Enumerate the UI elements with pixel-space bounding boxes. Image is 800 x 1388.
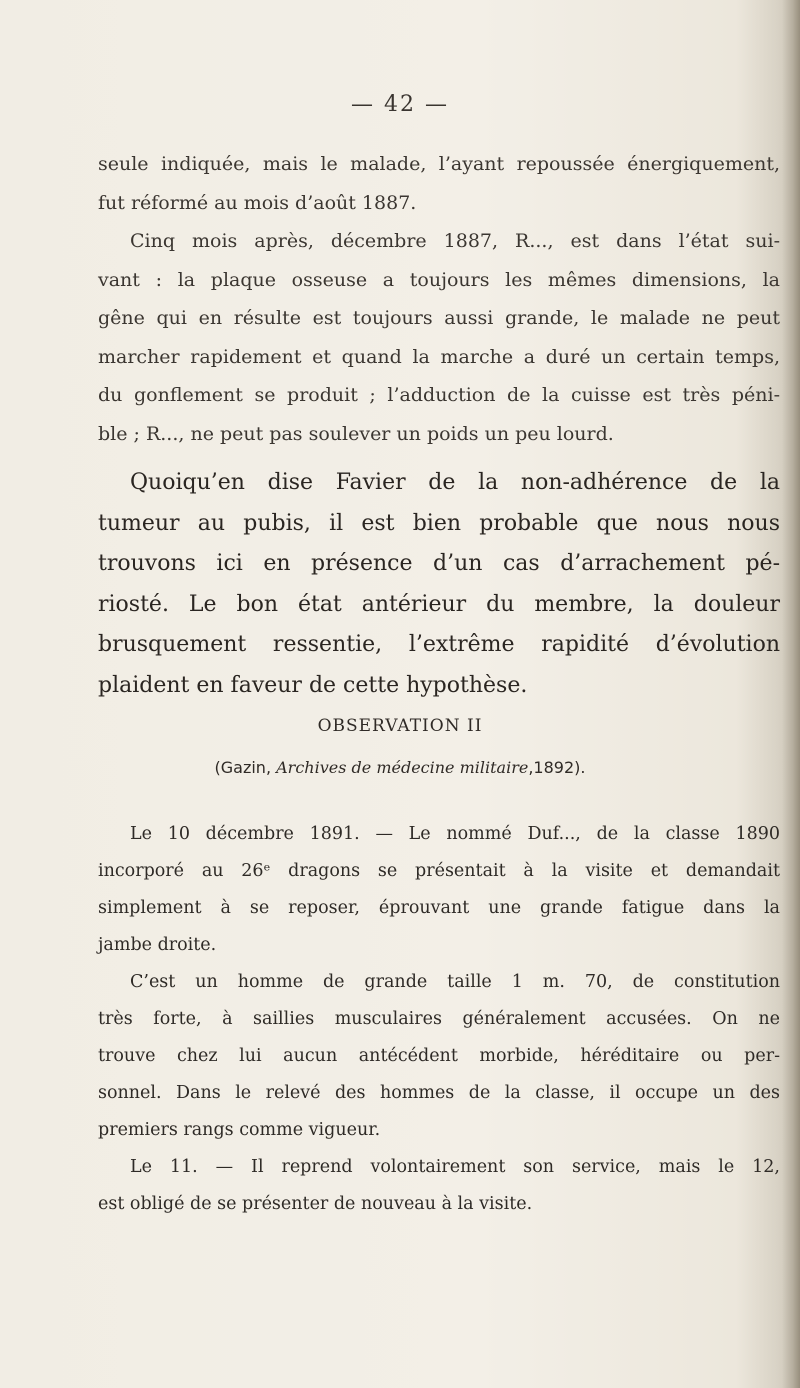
text-line: tumeur au pubis, il est bien probable que nous nous xyxy=(98,510,780,536)
text-line: C’est un homme de grande taille 1 m. 70, de constitution xyxy=(130,972,780,992)
text-line: Quoiqu’en dise Favier de la non-adhérence de la xyxy=(130,470,780,495)
text-line: seule indiquée, mais le malade, l’ayant repoussée énergiquement, xyxy=(98,153,780,175)
text-line: Le 11. — Il reprend volontairement son service, mais le 12, xyxy=(130,1157,780,1177)
text-line: premiers rangs comme vigueur. xyxy=(98,1120,381,1140)
paragraph-3 xyxy=(98,816,780,1223)
source-suffix: ,1892). xyxy=(528,758,586,777)
text-line: marcher rapidement et quand la marche a duré un certain temps, xyxy=(98,345,780,368)
paragraph-1 xyxy=(98,145,780,453)
text-line: incorporé au 26ᵉ dragons se présentait à la visite et demandait xyxy=(98,861,780,881)
page-edge-shadow xyxy=(782,0,800,1388)
text-line: Cinq mois après, décembre 1887, R..., est dans l’état sui- xyxy=(130,230,780,252)
text-line: trouve chez lui aucun antécédent morbide, héréditaire ou per- xyxy=(98,1046,780,1066)
text-line: simplement à se reposer, éprouvant une grande fatigue dans la xyxy=(98,898,780,918)
text-line: jambe droite. xyxy=(98,935,217,955)
text-line: ble ; R..., ne peut pas soulever un poids un peu lourd. xyxy=(98,422,614,445)
text-line: riosté. Le bon état antérieur du membre, la douleur xyxy=(98,591,780,617)
text-line: gêne qui en résulte est toujours aussi grande, le malade ne peut xyxy=(98,307,780,329)
text-line: du gonflement se produit ; l’adduction de la cuisse est très péni- xyxy=(98,384,780,406)
text-line: trouvons ici en présence d’un cas d’arrachement pé- xyxy=(98,551,780,576)
source-journal: Archives de médecine militaire xyxy=(276,758,529,777)
text-line: fut réformé au mois d’août 1887. xyxy=(98,191,417,214)
text-line: très forte, à saillies musculaires généralement accusées. On ne xyxy=(98,1009,780,1029)
text-line: brusquement ressentie, l’extrême rapidité d’évolution xyxy=(98,632,780,657)
text-line: est obligé de se présenter de nouveau à la visite. xyxy=(98,1194,533,1214)
text-line: sonnel. Dans le relevé des hommes de la classe, il occupe un des xyxy=(98,1083,780,1103)
text-line: Le 10 décembre 1891. — Le nommé Duf..., de la classe 1890 xyxy=(130,824,780,844)
source-prefix: (Gazin, xyxy=(214,758,277,777)
paragraph-2 xyxy=(98,463,780,706)
text-line: plaident en faveur de cette hypothèse. xyxy=(98,672,528,698)
text-line: vant : la plaque osseuse a toujours les mêmes dimensions, la xyxy=(98,268,780,291)
observation-title: OBSERVATION II xyxy=(317,716,483,736)
observation-source xyxy=(0,758,800,777)
page-number: — 42 — xyxy=(351,92,449,117)
